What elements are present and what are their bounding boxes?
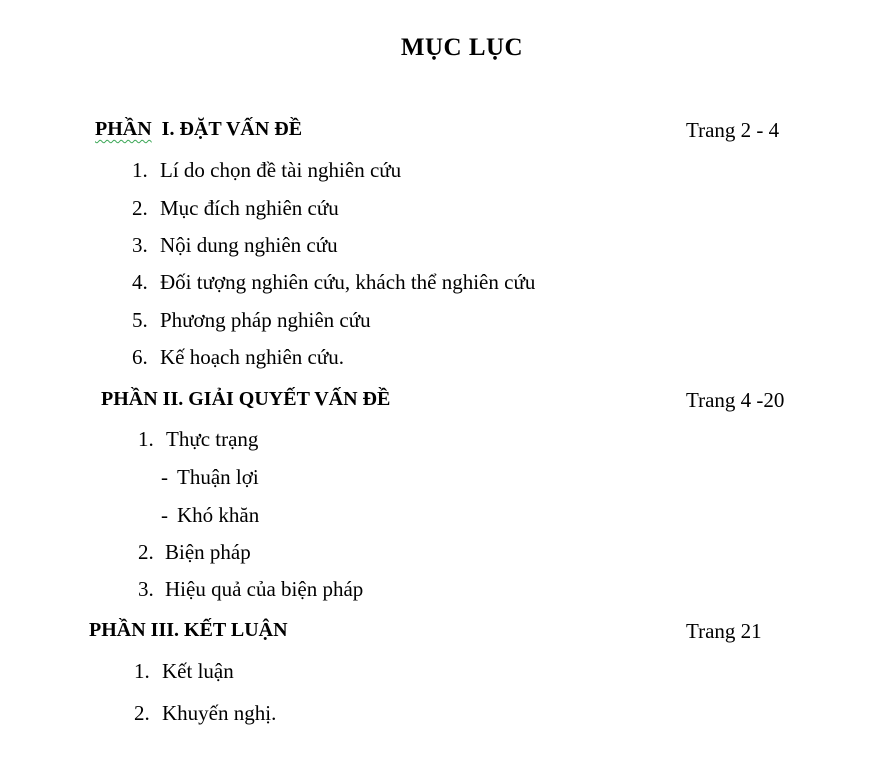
toc-item bbox=[132, 345, 344, 370]
item-number: 1. bbox=[134, 659, 150, 683]
subitem-text: Khó khăn bbox=[177, 503, 260, 527]
item-number: 3. bbox=[132, 233, 148, 257]
toc-item bbox=[138, 540, 251, 565]
item-text: Khuyến nghị. bbox=[162, 701, 277, 725]
item-number: 1. bbox=[132, 158, 148, 182]
toc-item bbox=[134, 701, 276, 726]
subitem-bullet: - bbox=[161, 465, 168, 489]
item-number: 6. bbox=[132, 345, 148, 369]
toc-subitem bbox=[161, 503, 259, 528]
item-text: Kế hoạch nghiên cứu. bbox=[160, 345, 344, 369]
subitem-bullet: - bbox=[161, 503, 168, 527]
item-number: 4. bbox=[132, 270, 148, 294]
section-page-range-2: Trang 4 -20 bbox=[686, 388, 785, 412]
toc-item bbox=[132, 270, 535, 295]
section-heading-1-prefix: PHẦN bbox=[95, 118, 152, 140]
item-text: Phương pháp nghiên cứu bbox=[160, 308, 371, 332]
section-page-range-1: Trang 2 - 4 bbox=[686, 118, 780, 142]
section-heading-1 bbox=[95, 118, 302, 141]
toc-item bbox=[132, 233, 338, 258]
item-text: Mục đích nghiên cứu bbox=[160, 196, 339, 220]
item-text: Kết luận bbox=[162, 659, 234, 683]
item-text: Thực trạng bbox=[166, 427, 259, 451]
item-text: Nội dung nghiên cứu bbox=[160, 233, 338, 257]
item-text: Đối tượng nghiên cứu, khách thể nghiên cứu bbox=[160, 270, 536, 294]
toc-subitem bbox=[161, 465, 259, 490]
item-text: Biện pháp bbox=[165, 540, 251, 564]
section-page-range-3: Trang 21 bbox=[686, 619, 762, 643]
section-heading-3: PHẦN III. KẾT LUẬN bbox=[89, 619, 288, 641]
item-text: Hiệu quả của biện pháp bbox=[165, 577, 364, 601]
item-number: 2. bbox=[134, 701, 150, 725]
section-heading-1-rest: I. ĐẶT VẤN ĐỀ bbox=[151, 118, 303, 140]
item-number: 2. bbox=[138, 540, 154, 564]
item-number: 3. bbox=[138, 577, 154, 601]
toc-item bbox=[134, 659, 234, 684]
toc-item bbox=[138, 577, 363, 602]
subitem-text: Thuận lợi bbox=[177, 465, 259, 489]
item-number: 1. bbox=[138, 427, 154, 451]
toc-item bbox=[132, 196, 339, 221]
toc-item bbox=[132, 308, 371, 333]
toc-item bbox=[132, 158, 401, 183]
page-title: MỤC LỤC bbox=[400, 34, 524, 61]
item-text: Lí do chọn đề tài nghiên cứu bbox=[160, 158, 402, 182]
toc-item bbox=[138, 427, 258, 452]
item-number: 2. bbox=[132, 196, 148, 220]
item-number: 5. bbox=[132, 308, 148, 332]
section-heading-2: PHẦN II. GIẢI QUYẾT VẤN ĐỀ bbox=[101, 388, 391, 410]
